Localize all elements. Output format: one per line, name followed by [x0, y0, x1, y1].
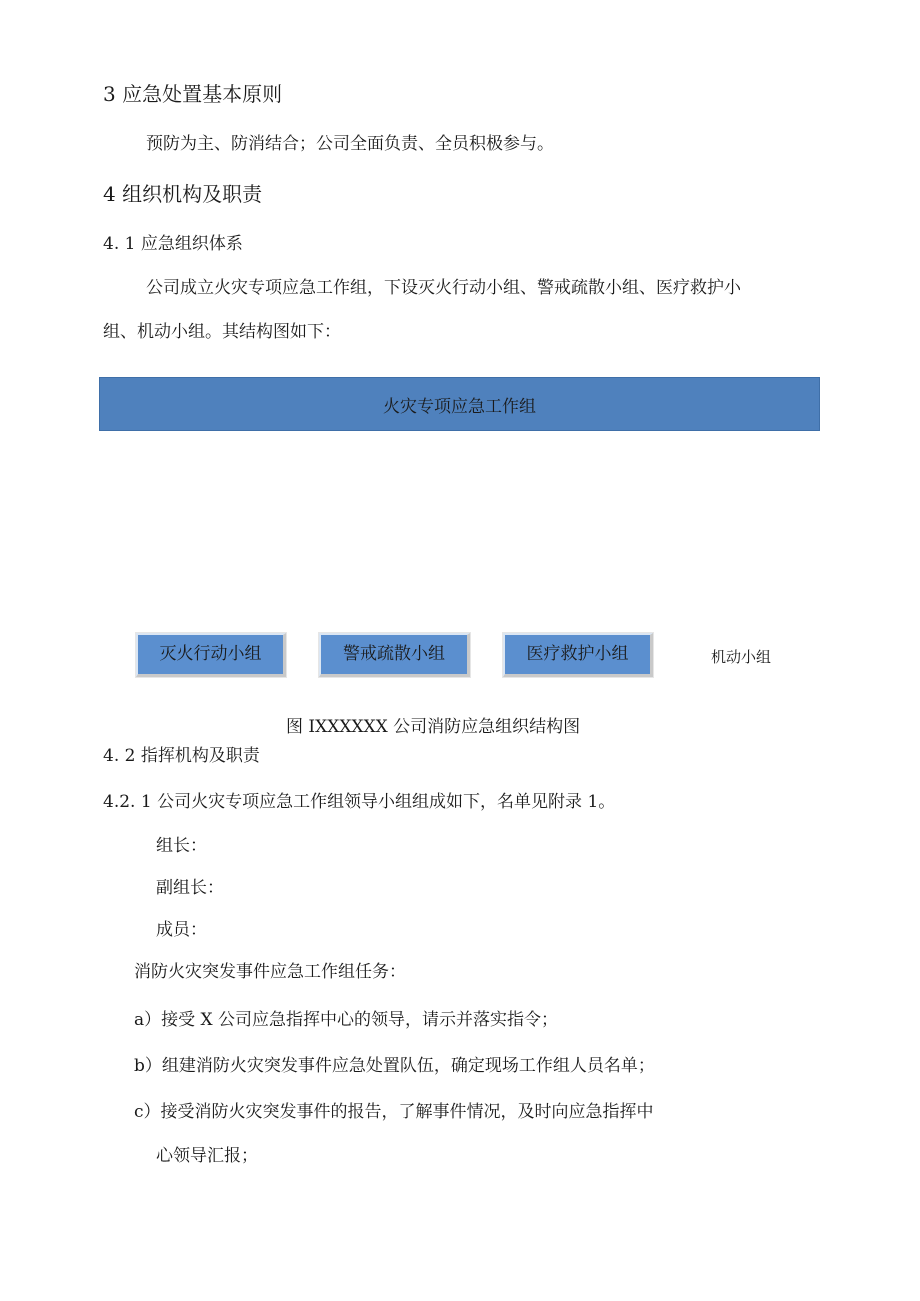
team-box-fire-fighting — [136, 633, 286, 677]
task-c-line1: c）接受消防火灾突发事件的报告，了解事件情况，及时向应急指挥中 — [134, 1102, 654, 1122]
task-c-line2: 心领导汇报； — [156, 1146, 258, 1166]
diagram-caption: 图 IXXXXXX 公司消防应急组织结构图 — [286, 717, 581, 737]
org-chart-top-box — [99, 377, 820, 431]
team-label-medical: 医疗救护小组 — [526, 644, 629, 664]
section-4-2-1-item: 4.2. 1 公司火灾专项应急工作组领导小组组成如下，名单见附录 1。 — [103, 792, 616, 812]
task-b: b）组建消防火灾突发事件应急处置队伍，确定现场工作组人员名单； — [134, 1056, 655, 1076]
team-label-mobile: 机动小组 — [711, 648, 772, 666]
leader-label: 组长： — [156, 836, 207, 856]
task-a: a）接受 X 公司应急指挥中心的领导，请示并落实指令； — [134, 1010, 559, 1030]
section-4-1-paragraph-line2: 组、机动小组。其结构图如下： — [103, 322, 341, 342]
section-4-2-heading: 4. 2 指挥机构及职责 — [103, 746, 260, 766]
section-4-1-paragraph-line1: 公司成立火灾专项应急工作组，下设灭火行动小组、警戒疏散小组、医疗救护小 — [146, 278, 741, 298]
members-label: 成员： — [156, 920, 207, 940]
team-label-evacuation: 警戒疏散小组 — [343, 644, 445, 664]
section-4-1-heading: 4. 1 应急组织体系 — [103, 234, 243, 254]
org-chart-top-box-label: 火灾专项应急工作组 — [383, 397, 536, 417]
section-3-heading: 3 应急处置基本原则 — [103, 82, 283, 106]
deputy-label: 副组长： — [156, 878, 224, 898]
team-label-fire-fighting: 灭火行动小组 — [159, 644, 262, 664]
tasks-title: 消防火灾突发事件应急工作组任务： — [134, 962, 406, 982]
section-4-heading: 4 组织机构及职责 — [103, 182, 263, 206]
section-3-text: 预防为主、防消结合；公司全面负责、全员积极参与。 — [146, 134, 554, 154]
team-box-evacuation — [319, 633, 470, 677]
team-box-medical — [503, 633, 653, 677]
